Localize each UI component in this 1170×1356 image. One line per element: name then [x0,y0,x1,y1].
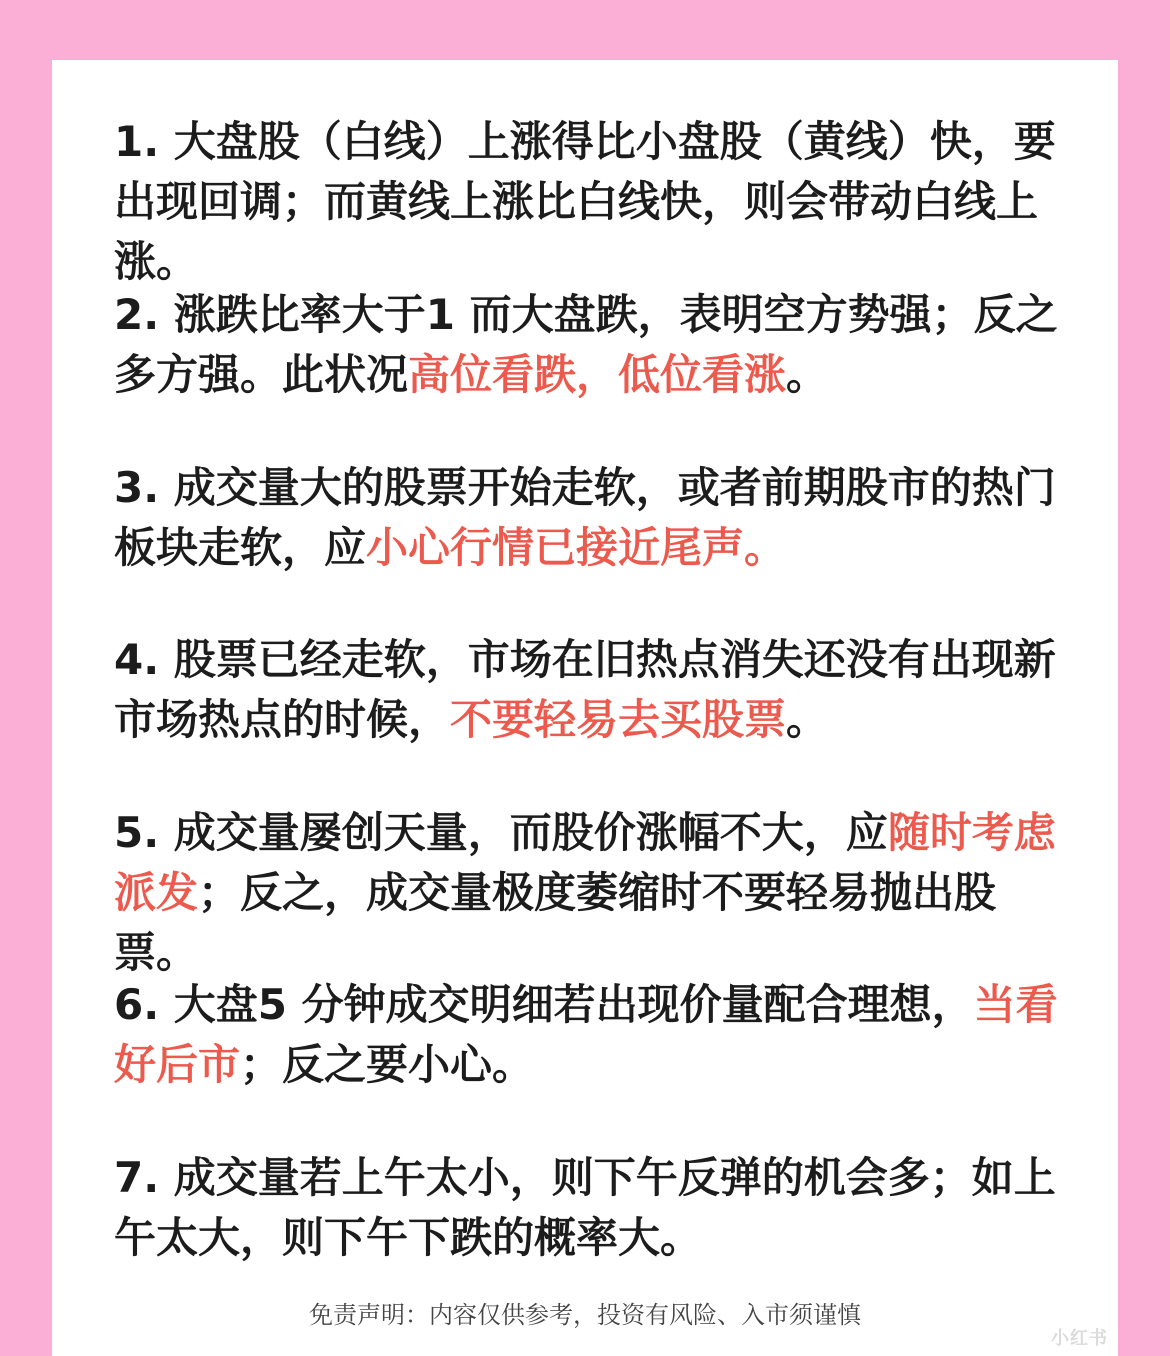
tip-text: 6. 大盘5 分钟成交明细若出现价量配合理想， [114,980,974,1029]
tip-text: 。 [786,350,829,399]
tip-highlight: 高位看跌，低位看涨 [408,350,787,399]
tip-item-5 [114,803,1064,983]
blur-artifact [455,604,680,634]
tip-item-3 [114,458,1064,578]
tip-text: 5. 成交量屡创天量，而股价涨幅不大，应 [114,808,888,857]
tip-item-1 [114,112,1064,292]
tip-item-4 [114,630,1064,750]
tip-text: 1. 大盘股（白线）上涨得比小盘股（黄线）快，要出现回调；而黄线上涨比白线快，则会带动白线上涨。 [114,117,1056,286]
tip-highlight: 随时考虑派发 [114,808,1056,917]
tip-item-2 [114,285,1064,405]
disclaimer: 免责声明：内容仅供参考，投资有风险、入市须谨慎 [309,1301,861,1329]
tip-highlight: 不要轻易去买股票 [450,695,787,744]
tip-text: 。 [786,695,829,744]
tip-text: 7. 成交量若上午太小，则下午反弹的机会多；如上午太大，则下午下跌的概率大。 [114,1153,1056,1262]
tip-item-6 [114,975,1064,1095]
tip-text: 3. 成交量大的股票开始走软，或者前期股市的热门板块走软，应 [114,463,1056,572]
content-card [52,60,1118,1356]
tip-highlight: 当看好后市 [114,980,1058,1089]
tip-item-7 [114,1148,1064,1268]
watermark-logo: 小红书 [1051,1328,1108,1349]
tip-highlight: 小心行情已接近尾声。 [366,523,787,572]
tip-text: 2. 涨跌比率大于1 而大盘跌，表明空方势强；反之多方强。此状况 [114,290,1058,399]
tip-text: 4. 股票已经走软，市场在旧热点消失还没有出现新市场热点的时候， [114,635,1056,744]
tip-text: ；反之要小心。 [240,1040,535,1089]
tip-text: ；反之，成交量极度萎缩时不要轻易抛出股票。 [114,868,997,977]
